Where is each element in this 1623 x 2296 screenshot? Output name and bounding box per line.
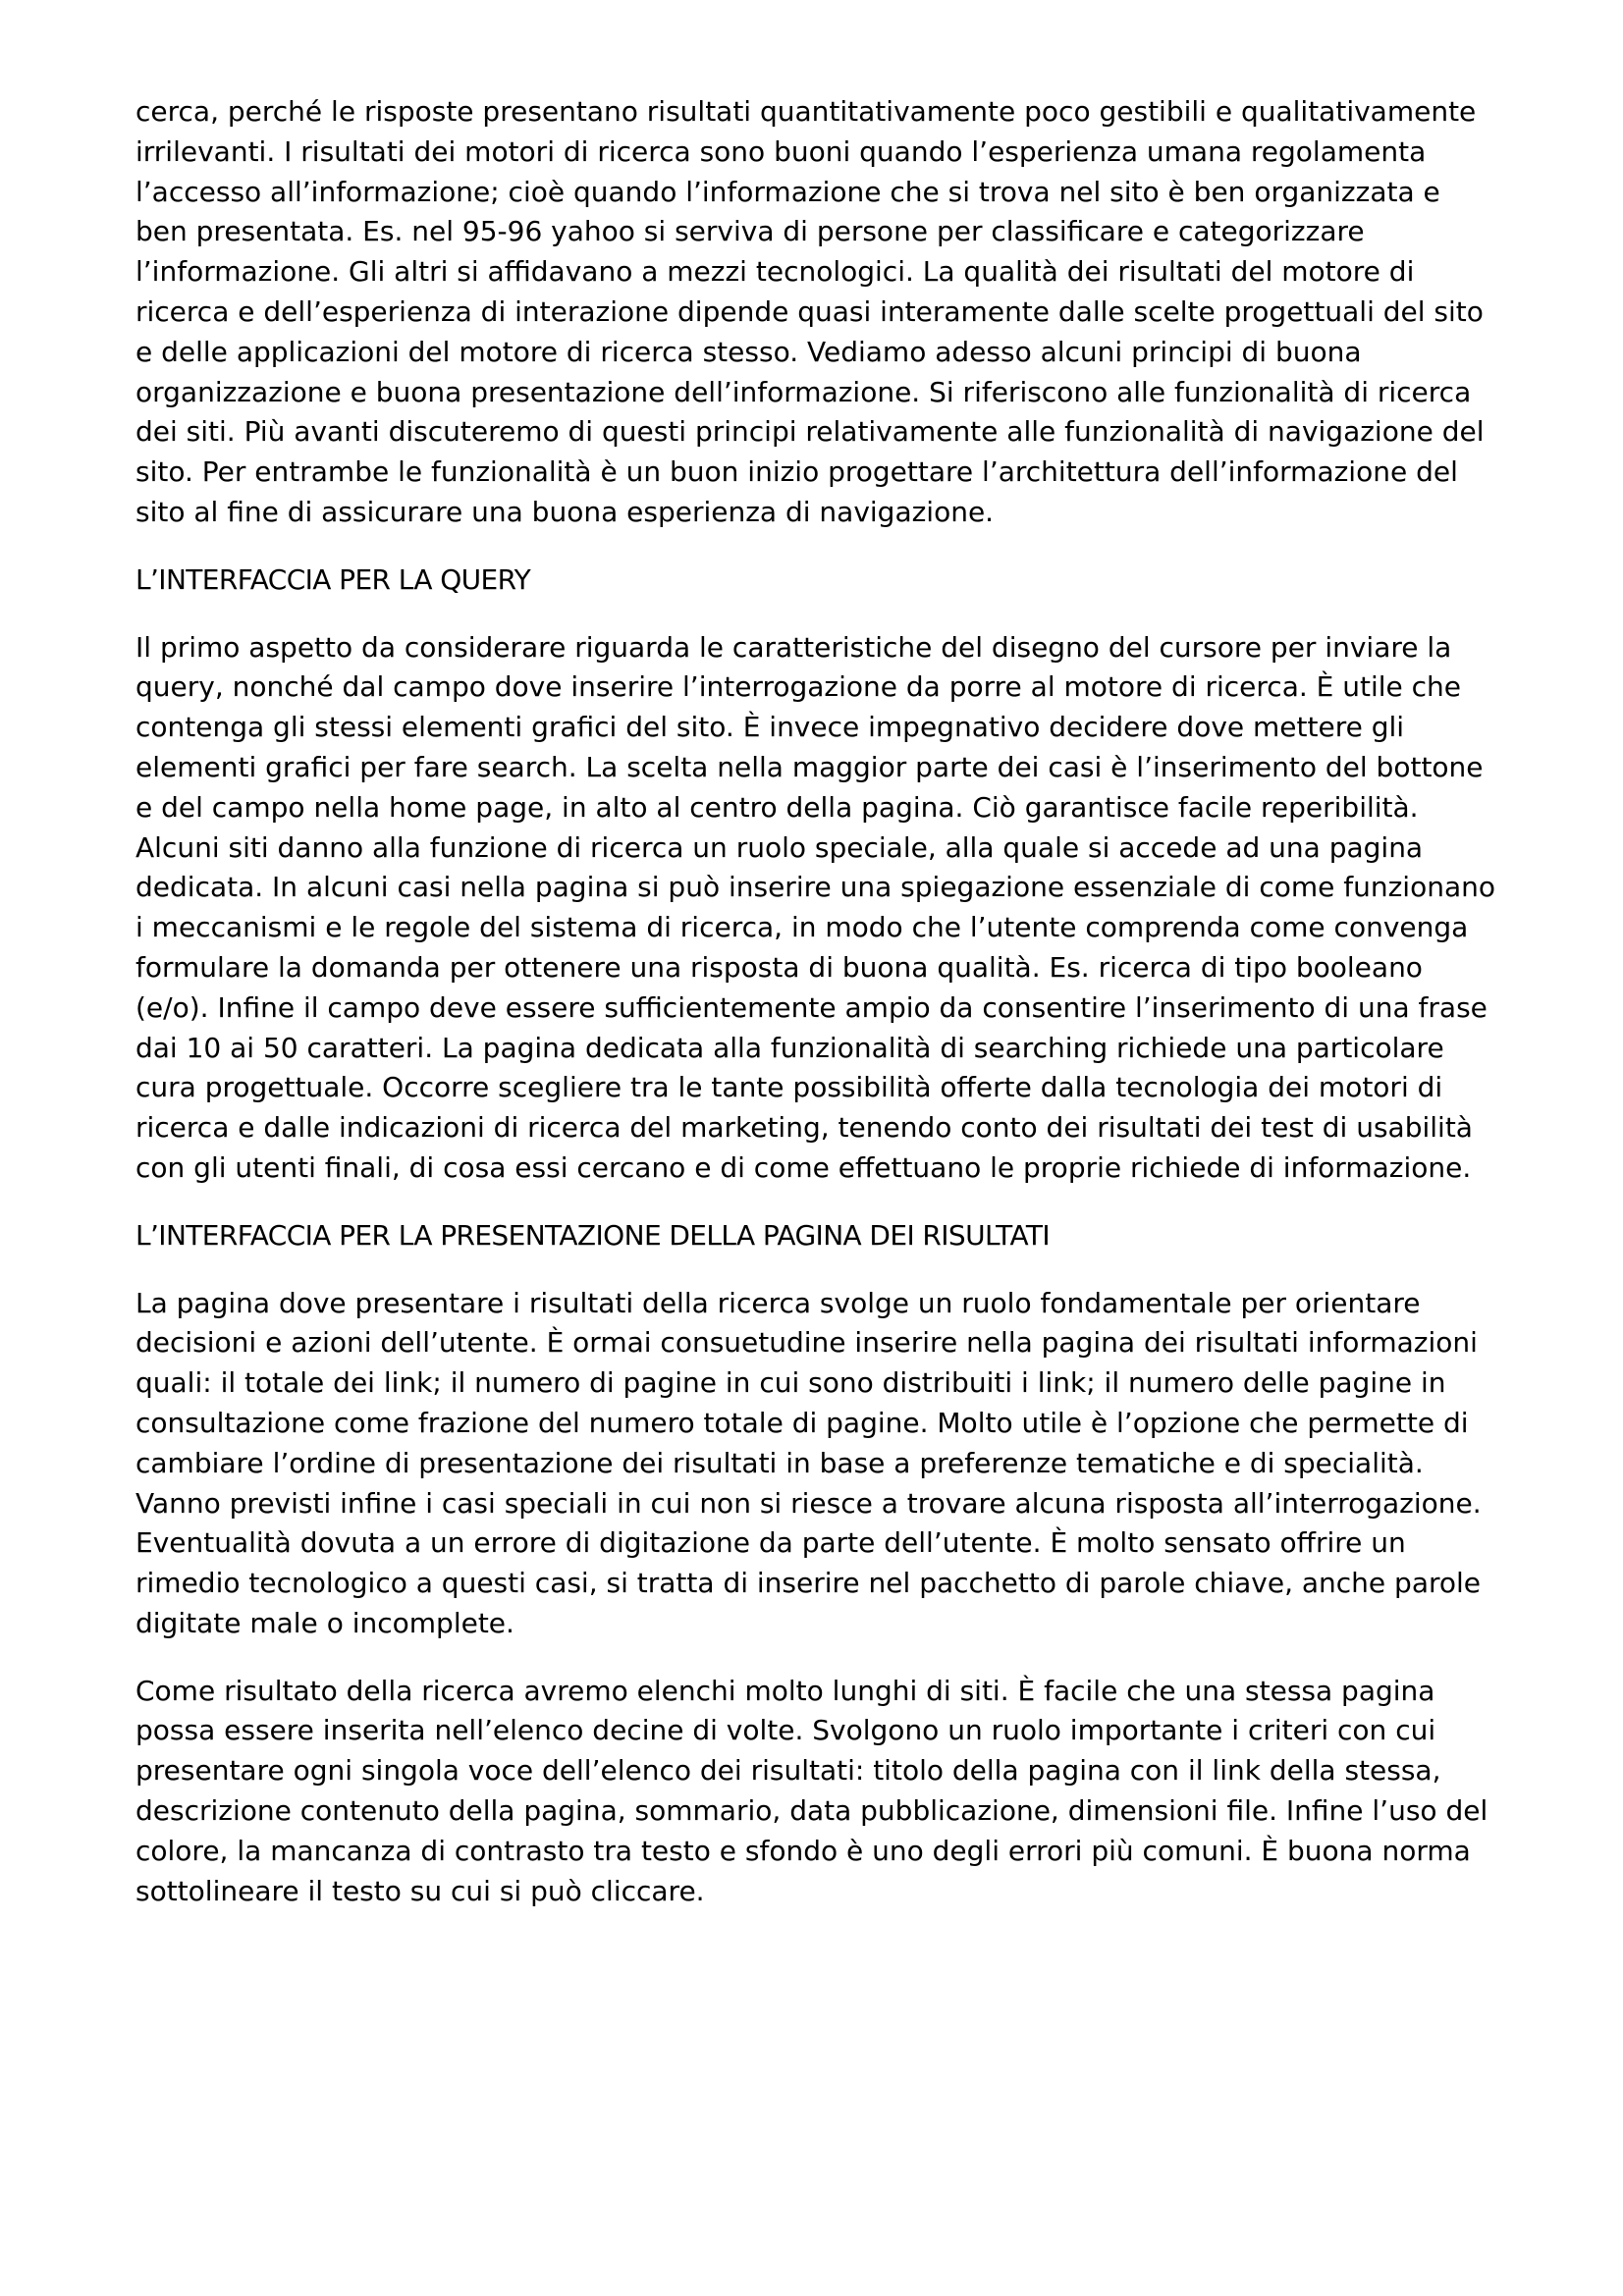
results-list-paragraph: Come risultato della ricerca avremo elenchi molto lunghi di siti. È facile che una stessa pagina possa essere inserita nell’elenco decine di volte. Svolgono un ruolo importante i criteri con cui presentare ogni singola voce dell’elenco dei risultati: titolo della pagina con il link della stessa, descrizione contenuto della pagina, sommario, data pubblicazione, dimensioni file. Infine l’uso del colore, la mancanza di contrasto tra testo e sfondo è uno degli errori più comuni. È buona norma sottolineare il testo su cui si può cliccare. — [135, 1674, 1488, 1907]
results-page-paragraph: La pagina dove presentare i risultati della ricerca svolge un ruolo fondamentale per orientare decisioni e azioni dell’utente. È ormai consuetudine inserire nella pagina dei risultati informazioni quali: il totale dei link; il numero di pagine in cui sono distribuiti i link; il numero delle pagine in consultazione come frazione del numero totale di pagine. Molto utile è l’opzione che permette di cambiare l’ordine di presentazione dei risultati in base a preferenze tematiche e di specialità. Vanno previsti infine i casi speciali in cui non si riesce a trovare alcuna risposta all’interrogazione. Eventualità dovuta a un errore di digitazione da parte dell’utente. È molto sensato offrire un rimedio tecnologico a questi casi, si tratta di inserire nel pacchetto di parole chiave, anche parole digitate male o incomplete. — [135, 1286, 1482, 1639]
section-heading-results-page: L’INTERFACCIA PER LA PRESENTAZIONE DELLA PAGINA DEI RISULTATI — [135, 1218, 1051, 1252]
intro-paragraph: cerca, perché le risposte presentano risultati quantitativamente poco gestibili e qualitativamente irrilevanti. I risultati dei motori di ricerca sono buoni quando l’esperienza umana regolamenta l’accesso all’informazione; cioè quando l’informazione che si trova nel sito è ben organizzata e ben presentata. Es. nel 95-96 yahoo si serviva di persone per classificare e categorizzare l’informazione. Gli altri si affidavano a mezzi tecnologici. La qualità dei risultati del motore di ricerca e dell’esperienza di interazione dipende quasi interamente dalle scelte progettuali del sito e delle applicazioni del motore di ricerca stesso. Vediamo adesso alcuni principi di buona organizzazione e buona presentazione dell’informazione. Si riferiscono alle funzionalità di ricerca dei siti. Più avanti discuteremo di questi principi relativamente alle funzionalità di navigazione del sito. Per entrambe le funzionalità è un buon inizio progettare l’architettura dell’informazione del sito al fine di assicurare una buona esperienza di navigazione. — [135, 95, 1485, 528]
query-interface-paragraph: Il primo aspetto da considerare riguarda le caratteristiche del disegno del cursore per inviare la query, nonché dal campo dove inserire l’interrogazione da porre al motore di ricerca. È utile che contenga gli stessi elementi grafici del sito. È invece impegnativo decidere dove mettere gli elementi grafici per fare search. La scelta nella maggior parte dei casi è l’inserimento del bottone e del campo nella home page, in alto al centro della pagina. Ciò garantisce facile reperibilità. Alcuni siti danno alla funzione di ricerca un ruolo speciale, alla quale si accede ad una pagina dedicata. In alcuni casi nella pagina si può inserire una spiegazione essenziale di come funzionano i meccanismi e le regole del sistema di ricerca, in modo che l’utente comprenda come convenga formulare la domanda per ottenere una risposta di buona qualità. Es. ricerca di tipo booleano (e/o). Infine il campo deve essere sufficientemente ampio da consentire l’inserimento di una frase dai 10 ai 50 caratteri. La pagina dedicata alla funzionalità di searching richiede una particolare cura progettuale. Occorre scegliere tra le tante possibilità offerte dalla tecnologia dei motori di ricerca e dalle indicazioni di ricerca del marketing, tenendo conto dei risultati dei test di usabilità con gli utenti finali, di cosa essi cercano e di come effettuano le proprie richiede di informazione. — [135, 630, 1495, 1184]
section-heading-query-interface: L’INTERFACCIA PER LA QUERY — [135, 562, 531, 596]
